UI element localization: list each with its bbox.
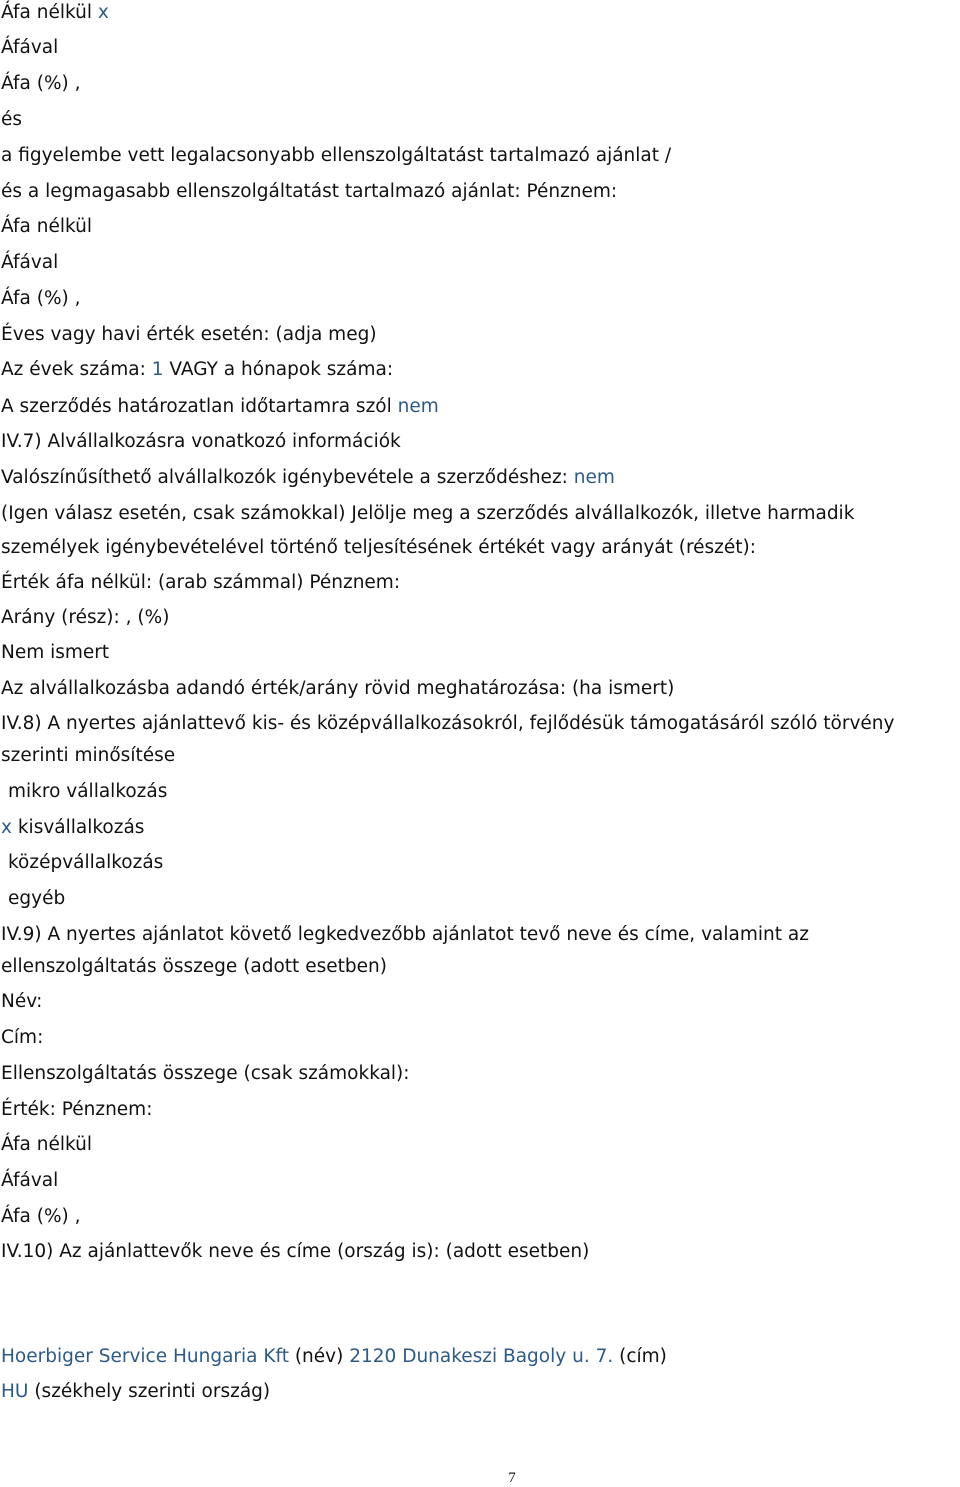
subcontractors-label: Valószínűsíthető alvállalkozók igénybevétele a szerződéshez: [1,467,568,488]
years-count-label: Az évek száma: [1,359,146,380]
proportion-label: Arány (rész): , (%) [1,607,170,628]
small-enterprise-row [1,817,144,839]
section-iv9-heading-line-1: IV.9) A nyertes ajánlatot követő legkedvezőbb ajánlatot tevő neve és címe, valamint az [1,924,809,945]
bidder-name-address-row [1,1346,667,1368]
section-iv8-heading-line-2: szerinti minősítése [1,745,176,766]
vat-percent-label: Áfa (%) , [1,73,81,94]
country-tag: (székhely szerinti ország) [34,1381,271,1402]
years-count-value: 1 [151,359,164,380]
subcontract-instruction-line-2: személyek igénybevételével történő teljesítésének értékét vagy arányát (részét): [1,537,756,558]
section-iv9-heading-line-2: ellenszolgáltatás összege (adott esetben) [1,956,387,977]
indefinite-term-label: A szerződés határozatlan időtartamra szól [1,396,392,417]
bidder-name: Hoerbiger Service Hungaria Kft [1,1346,289,1367]
bidder-country: HU [1,1381,29,1402]
section-iv8-heading-line-1: IV.8) A nyertes ajánlattevő kis- és középvállalkozásokról, fejlődésük támogatásáról szóló törvény [1,713,895,734]
consideration-amount-label: Ellenszolgáltatás összege (csak számokkal): [1,1063,410,1084]
small-enterprise-mark: x [1,817,12,838]
vat-excluded-mark: x [97,2,109,23]
highest-offer-text: és a legmagasabb ellenszolgáltatást tartalmazó ajánlat: Pénznem: [1,181,618,202]
vat-excluded-row [1,2,109,24]
subcontractors-value: nem [573,467,615,488]
lowest-offer-text: a figyelembe vett legalacsonyabb ellenszolgáltatást tartalmazó ajánlat / [1,145,672,166]
name-tag: (név) [294,1346,344,1367]
micro-enterprise-option: mikro vállalkozás [8,781,168,802]
vat-included-label-2: Áfával [1,252,59,273]
vat-excluded-label-3: Áfa nélkül [1,1134,92,1155]
name-label: Név: [1,991,43,1012]
subcontractors-row [1,467,615,489]
medium-enterprise-option: középvállalkozás [8,852,164,873]
months-count-label: VAGY a hónapok száma: [169,359,394,380]
vat-included-label: Áfával [1,37,59,58]
vat-percent-label-3: Áfa (%) , [1,1206,81,1227]
other-enterprise-option: egyéb [8,888,66,909]
vat-percent-label-2: Áfa (%) , [1,288,81,309]
indefinite-term-row [1,396,439,418]
value-currency-label: Érték: Pénznem: [1,1099,153,1120]
unknown-label: Nem ismert [1,642,110,663]
page-number: 7 [508,1470,516,1486]
vat-excluded-label: Áfa nélkül [1,2,92,23]
small-enterprise-option: kisvállalkozás [17,817,145,838]
annual-monthly-value-heading: Éves vagy havi érték esetén: (adja meg) [1,324,377,345]
vat-included-label-3: Áfával [1,1170,59,1191]
section-iv10-heading: IV.10) Az ajánlattevők neve és címe (ország is): (adott esetben) [1,1241,590,1262]
bidder-country-row [1,1381,270,1403]
subcontract-description-label: Az alvállalkozásba adandó érték/arány rövid meghatározása: (ha ismert) [1,678,675,699]
duration-row [1,359,393,381]
value-excluding-vat-label: Érték áfa nélkül: (arab számmal) Pénznem: [1,572,401,593]
vat-excluded-label-2: Áfa nélkül [1,216,92,237]
section-iv7-heading: IV.7) Alvállalkozásra vonatkozó információk [1,431,401,452]
address-tag: (cím) [619,1346,667,1367]
address-label: Cím: [1,1027,44,1048]
and-connector: és [1,109,23,130]
indefinite-term-value: nem [397,396,439,417]
subcontract-instruction-line-1: (Igen válasz esetén, csak számokkal) Jelölje meg a szerződés alvállalkozók, illetve harmadik [1,503,855,524]
bidder-address: 2120 Dunakeszi Bagoly u. 7. [349,1346,614,1367]
